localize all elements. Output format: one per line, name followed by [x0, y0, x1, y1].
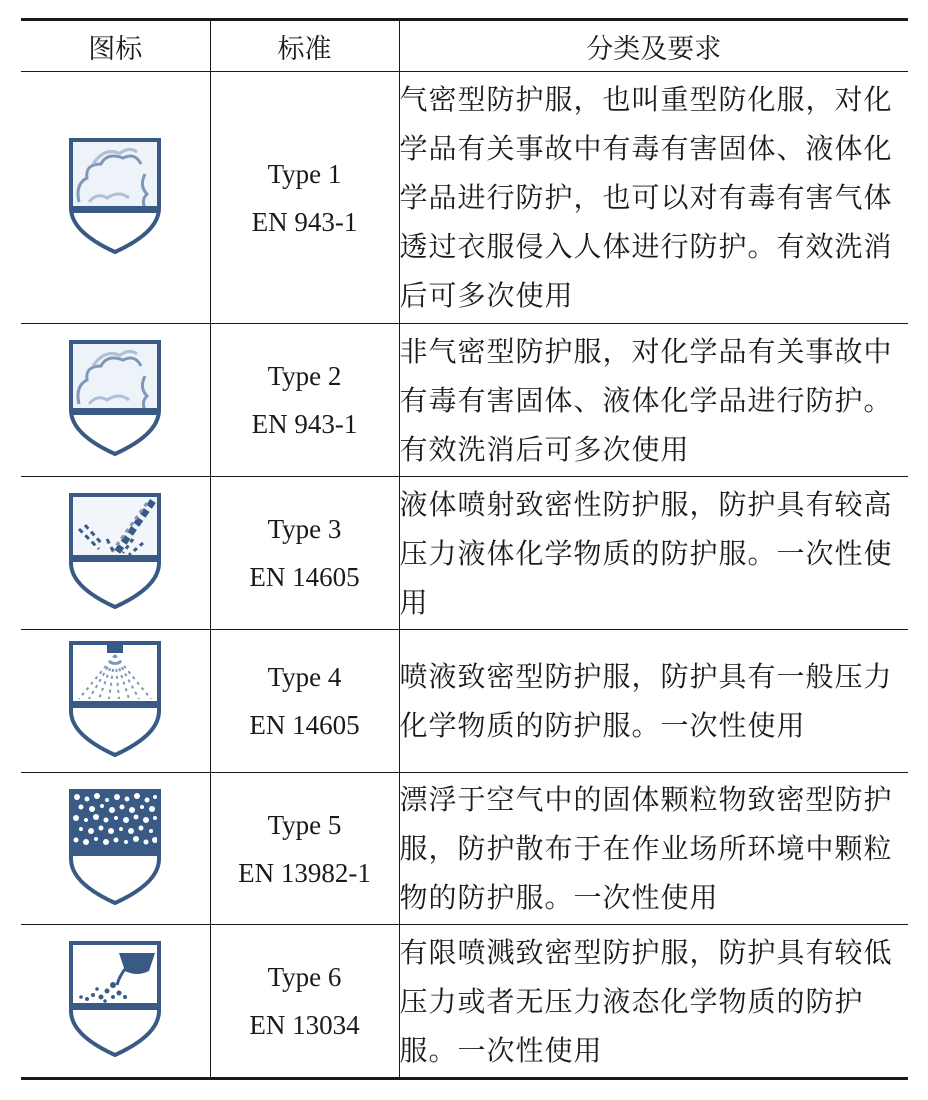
spray-shield-icon — [63, 637, 167, 761]
header-icon: 图标 — [21, 20, 210, 72]
type-label: Type 2 — [267, 361, 342, 391]
standard-cell — [210, 72, 399, 324]
header-classification: 分类及要求 — [399, 20, 908, 72]
table-row — [21, 477, 908, 630]
type-label: Type 1 — [267, 158, 342, 189]
header-row — [21, 20, 908, 72]
description-cell: 液体喷射致密性防护服，防护具有较高压力液体化学物质的防护服。一次性使用 — [399, 477, 908, 630]
type-label: Type 5 — [267, 809, 342, 840]
non-gas-tight-shield-icon — [63, 336, 167, 460]
icon-cell — [21, 477, 210, 630]
table-row — [21, 773, 908, 925]
liquid-jet-shield-icon — [63, 489, 167, 613]
gas-tight-shield-icon — [63, 134, 167, 258]
icon-cell — [21, 630, 210, 773]
description-cell: 漂浮于空气中的固体颗粒物致密型防护服，防护散布于在作业场所环境中颗粒物的防护服。一次性使用 — [399, 773, 908, 925]
type-label: Type 4 — [267, 662, 342, 692]
type-label: Type 6 — [267, 962, 342, 992]
standard-label: EN 943-1 — [251, 206, 358, 237]
standard-cell — [210, 324, 399, 477]
table-row — [21, 925, 908, 1079]
limited-splash-shield-icon — [63, 937, 167, 1061]
standard-label: EN 13034 — [249, 1010, 360, 1040]
table-row — [21, 324, 908, 477]
header-standard: 标准 — [210, 20, 399, 72]
particle-shield-icon — [63, 785, 167, 909]
protective-clothing-table — [21, 18, 908, 1080]
standard-label: EN 943-1 — [251, 409, 358, 439]
description-cell: 喷液致密型防护服，防护具有一般压力化学物质的防护服。一次性使用 — [399, 630, 908, 773]
type-label: Type 3 — [267, 514, 342, 544]
icon-cell — [21, 72, 210, 324]
icon-cell — [21, 324, 210, 477]
standard-cell — [210, 630, 399, 773]
standard-cell — [210, 773, 399, 925]
description-cell: 非气密型防护服，对化学品有关事故中有毒有害固体、液体化学品进行防护。有效洗消后可多次使用 — [399, 324, 908, 477]
table-row — [21, 630, 908, 773]
icon-cell — [21, 925, 210, 1079]
standard-cell — [210, 477, 399, 630]
table-row — [21, 72, 908, 324]
description-cell: 有限喷溅致密型防护服，防护具有较低压力或者无压力液态化学物质的防护服。一次性使用 — [399, 925, 908, 1079]
standard-cell — [210, 925, 399, 1079]
standard-label: EN 13982-1 — [238, 857, 371, 888]
standard-label: EN 14605 — [249, 562, 360, 592]
description-cell: 气密型防护服，也叫重型防化服，对化学品有关事故中有毒有害固体、液体化学品进行防护，也可以对有毒有害气体透过衣服侵入人体进行防护。有效洗消后可多次使用 — [399, 72, 908, 324]
icon-cell — [21, 773, 210, 925]
standard-label: EN 14605 — [249, 710, 360, 740]
